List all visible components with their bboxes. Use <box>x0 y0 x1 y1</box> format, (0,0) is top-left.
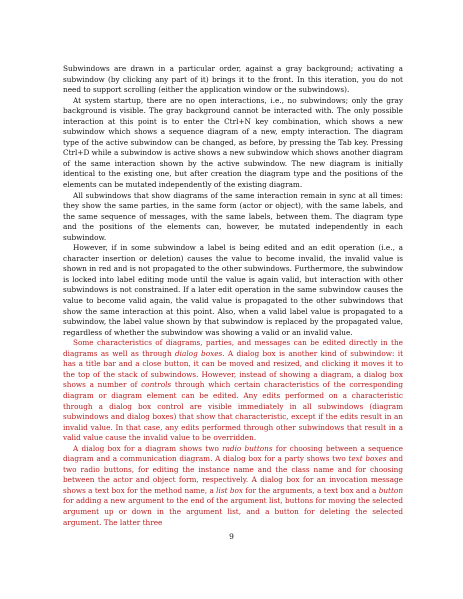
emphasized-term: button <box>378 485 404 495</box>
text-run: . A dialog box is another kind of subwindow: it has a title bar and a close button, it can be moved and resized, and clicking it moves it to the top of the stack of subwindows. However, instead of showing a diagram, a dialog box shows a number of <box>63 348 403 390</box>
paragraph <box>63 444 403 528</box>
paragraph <box>63 64 403 96</box>
page-number: 9 <box>229 532 234 541</box>
text-run: However, if in some subwindow a label is being edited and an edit operation (i.e., a character insertion or deletion) causes the value to become invalid, the invalid value is shown in red and is not propagated to the other subwindows. Furthermore, the subwindow is locked into label editing mode until the value is again valid, but interaction with other subwindows is not constrained. If a later edit operation in the same subwindow causes the value to become valid again, the valid value is propagated to the other subwindows that show the same interaction at this point. Also, when a valid label value is propagated to a subwindow, the label value shown by that subwindow is replaced by the propagated value, regardless of whether the subwindow was showing a valid or an invalid value. <box>63 243 403 337</box>
paragraph <box>63 96 403 191</box>
text-run: Some characteristics of diagrams, parties, and messages can be edited directly in the diagrams as well as through <box>63 338 403 358</box>
emphasized-term: controls <box>141 380 172 390</box>
text-run: and two radio buttons, for editing the instance name and the class name and for choosing between the actor and object form, respectively. A dialog box for an invocation message shows a text box for the method name, a <box>63 454 403 495</box>
text-run: At system startup, there are no open interactions, i.e., no subwindows; only the gray background is visible. The gray background cannot be interacted with. The only possible interaction at this point is to enter the Ctrl+N key combination, which shows a new subwindow which shows a sequence diagram of a new, empty interaction. The diagram type of the active subwindow can be changed, as before, by pressing the Tab key. Pressing Ctrl+D while a subwindow is active shows a new subwindow which shows another diagram of the same interaction shown by the active subwindow. The new diagram is initially identical to the existing one, but after creation the diagram type and the positions of the elements can be mutated independently of the existing diagram. <box>63 95 403 190</box>
text-run: for choosing between a sequence diagram and a communication diagram. A dialog box for a party shows two <box>63 443 403 464</box>
text-run: through which certain characteristics of the corresponding diagram or diagram element can be edited. Any edits performed on a characteristic through a dialog box control are visible immediately in all subwindows (diagram subwindows and dialog boxes) that show that characteristic, except if the edits result in an invalid value. In that case, any edits performed through other subwindows that result in a valid value cause the invalid value to be overridden. <box>63 380 403 443</box>
text-run: Subwindows are drawn in a particular order, against a gray background; activating a subwindow (by clicking any part of it) brings it to the front. In this iteration, you do not need to support scrolling (either the application window or the subwindows). <box>63 64 403 95</box>
text-run: for the arguments, a text box and a <box>243 485 379 495</box>
paragraph <box>63 338 403 443</box>
emphasized-term: dialog boxes <box>174 348 223 358</box>
paragraph <box>63 243 403 338</box>
text-run: All subwindows that show diagrams of the same interaction remain in sync at all times: they show the same parties, in the same form (actor or object), with the same labels, and the same sequence of messages, with the same labels, between them. The diagram type and the positions of the elements can, however, be mutated independently in each subwindow. <box>63 190 403 242</box>
emphasized-term: text boxes <box>348 454 387 464</box>
body-text <box>63 64 403 528</box>
text-run: for adding a new argument to the end of the argument list, buttons for moving the selected argument up or down in the argument list, and a button for deleting the selected argument. The latter three <box>63 496 403 527</box>
emphasized-term: radio buttons <box>222 443 273 453</box>
paragraph <box>63 191 403 244</box>
emphasized-term: list box <box>216 485 244 495</box>
text-run: A dialog box for a diagram shows two <box>73 443 223 453</box>
